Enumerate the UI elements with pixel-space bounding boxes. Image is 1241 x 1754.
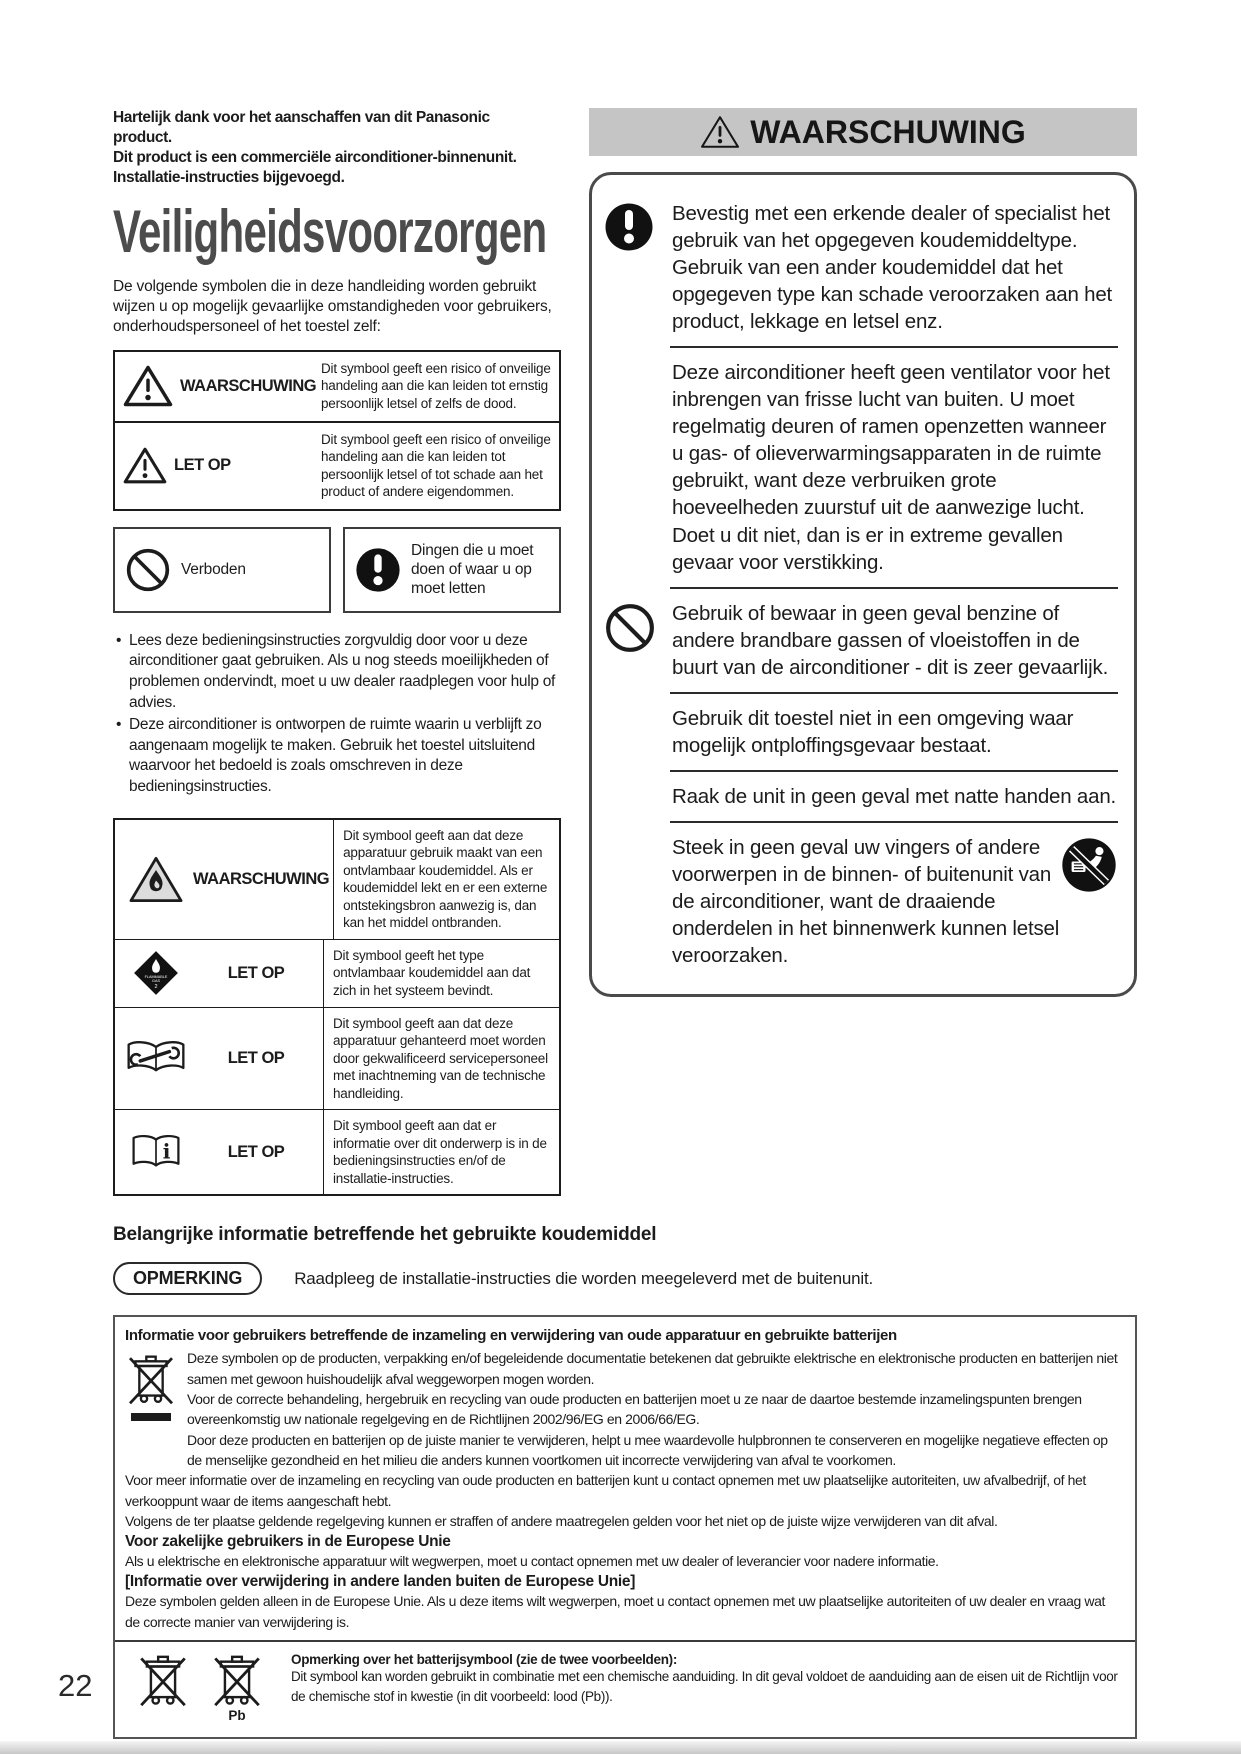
severity-label: LET OP [174,456,231,475]
pb-label: Pb [228,1708,246,1724]
page-content [113,108,1137,1739]
svg-text:GAS: GAS [152,979,160,984]
warning-item [604,772,1118,821]
warning-item [604,189,1118,346]
severity-cell [115,436,321,495]
flammable-warning-triangle-icon [119,855,193,904]
battery-note-heading: Opmerking over het batterijsymbool (zie de twee voorbeelden): [291,1652,678,1668]
refrigerant-info-heading: Belangrijke informatie betreffende het gebruikte koudemiddel [113,1224,657,1246]
icon-spacer [604,783,666,810]
service-manual-book-icon [119,1037,193,1079]
symbols-intro-paragraph: De volgende symbolen die in deze handleiding worden gebruikt wijzen u op mogelijk gevaarlijke omstandigheden voor gebruikers, onderhoudspersoneel of het toestel zelf: [113,277,552,336]
warning-panel [589,172,1137,997]
prohibition-circle-icon [604,600,666,681]
symbol-cell [115,940,324,1007]
warning-text: Bevestig met een erkende dealer of specialist het gebruik van het opgegeven koudemiddeltype. Gebruik van een ander koudemiddel dat het opgegeven type kan schade veroorzaken aan het product, lekkage en letsel enz. [672,202,1113,334]
warning-text-paragraph: Steek in geen geval uw vingers of andere voorwerpen in de binnen- of buitenunit van de airconditioner, want de draaiende onderdelen in het binnenwerk kunnen letsel veroorzaken. [672,835,1060,968]
severity-label: WAARSCHUWING [180,376,317,395]
page-number: 22 [58,1668,93,1703]
weee-paragraph: Als u elektrische en elektronische apparatuur wilt wegwerpen, moet u contact opnemen met uw dealer of leverancier voor nadere informatie. [125,1553,939,1570]
warning-triangle-icon [123,364,173,408]
warning-text [672,359,1118,575]
bullet-item: • Deze airconditioner is ontworpen de ruimte waarin u verblijft zo aangenaam mogelijk te maken. Gebruik het toestel uitsluitend waarvoor het bedoeld is zoals omschreven in deze bedieningsinstructies. [129,715,561,797]
severity-description: Dit symbool geeft een risico of onveilige handeling aan die kan leiden tot persoonlijk letsel of tot schade aan het product of andere eigendommen. [321,431,551,500]
table-row [115,421,559,509]
intro-line: Dit product is een commerciële airconditioner-binnenunit. [113,149,517,167]
symbol-description: Dit symbool geeft het type ontvlambaar koudemiddel aan dat zich in het systeem bevindt. [333,947,531,998]
warning-banner-title: WAARSCHUWING [750,113,1026,150]
battery-note-paragraph: Dit symbool kan worden gebruikt in combinatie met een chemische aanduiding. In dit geval voldoet de aanduiding aan de eisen uit de Richtlijn voor de chemische stof in kwestie (in dit voorbeeld: lood (Pb)). [291,1669,1118,1704]
weee-paragraph: Deze symbolen op de producten, verpakking en/of begeleidende documentatie betekenen dat gebruikte elektrische en elektronische producten en batterijen niet samen met gewoon huishoudelijk afval weggeworpen mogen worden. [187,1350,1118,1387]
severity-label: WAARSCHUWING [193,869,330,888]
table-row [115,939,559,1007]
severity-description: Dit symbool geeft een risico of onveilige handeling aan die kan leiden tot ernstig persoonlijk letsel of zelfs de dood. [321,360,551,412]
symbol-description: Dit symbool geeft aan dat deze apparatuur gehanteerd moet worden door gekwalificeerd servicepersoneel met inachtneming van de technische handleiding. [333,1015,548,1101]
weee-paragraphs [187,1348,1121,1470]
table-row [115,1109,559,1194]
warning-text: Raak de unit in geen geval met natte handen aan. [672,784,1117,808]
weee-information-box [113,1315,1137,1739]
battery-symbol-examples [125,1652,275,1723]
warning-item [604,589,1118,692]
prohibition-circle-icon [125,547,171,593]
warning-item [604,694,1118,770]
crossed-out-wheelie-bin-pb-icon [211,1652,263,1723]
symbol-cell [115,1110,324,1194]
table-row [115,820,559,939]
note-row [113,1262,1137,1295]
weee-bar [131,1413,171,1421]
forbidden-label: Verboden [181,561,246,579]
severity-label: LET OP [227,963,285,982]
intro-line: Installatie-instructies bijgevoegd. [113,169,345,187]
battery-note-text [291,1652,1121,1706]
left-column [113,108,561,1196]
no-touching-rotating-parts-icon [1060,836,1118,894]
svg-text:FLAMMABLE: FLAMMABLE [144,975,168,980]
warning-text-paragraph: Deze airconditioner heeft geen ventilator voor het inbrengen van frisse lucht van buiten. U moet regelmatig deuren of ramen openzetten wanneer u gas- of olieverwarmingsapparaten in de ruimte gebruikt, want deze verbruiken grote hoeveelheden zuurstuf uit de aanwezige lucht. [672,361,1110,520]
warning-banner [589,108,1137,156]
warning-text: Gebruik of bewaar in geen geval benzine of andere brandbare gassen of vloeistoffen in de buurt van de airconditioner - dit is zeer gevaarlijk. [672,601,1109,679]
weee-outside-eu-heading: [Informatie over verwijdering in andere landen buiten de Europese Unie] [125,1573,636,1591]
weee-title: Informatie voor gebruikers betreffende de inzameling en verwijdering van oude apparatuur en gebruikte batterijen [125,1327,897,1345]
forbidden-legend-box [113,527,331,613]
legend-boxes [113,527,561,613]
battery-note-row [125,1650,1121,1727]
crossed-out-wheelie-bin-icon [137,1652,189,1723]
table-row [115,352,559,421]
two-column-area [113,108,1137,1196]
table-row [115,1007,559,1110]
weee-paragraph: Voor de correcte behandeling, hergebruik en recycling van oude producten en batterijen moet u ze naar de daartoe bestemde inzamelingspunten brengen overeenkomstig uw nationale regelgeving en de Richtlijnen 2002/96/EG en 2006/66/EG. [187,1391,1082,1428]
weee-symbol-row [125,1348,1121,1470]
divider [115,1640,1135,1642]
warning-item [604,823,1118,980]
warning-triangle-icon [700,114,740,150]
svg-text:i: i [162,1140,171,1165]
warning-text: Gebruik dit toestel niet in een omgeving waar mogelijk ontploffingsgevaar bestaat. [672,706,1074,757]
right-column [589,108,1137,1196]
icon-spacer [604,359,666,575]
refrigerant-symbol-table [113,818,561,1197]
flammable-gas-diamond-icon [119,948,193,998]
weee-paragraph: Voor meer informatie over de inzameling en recycling van oude producten en batterijen kunt u contact opnemen met uw plaatselijke autoriteiten, uw afvalbedrijf, of het verkooppunt waar de items aangeschaft hebt. [125,1472,1086,1509]
instructions-book-icon [119,1132,193,1172]
bullet-item: • Lees deze bedieningsinstructies zorgvuldig door voor u deze airconditioner gaat gebruiken. Als u nog steeds moeilijkheden of problemen ondervindt, moet u uw dealer raadplegen voor hulp of advies. [129,631,561,713]
warning-triangle-icon [123,446,167,485]
exclamation-circle-icon [604,200,666,335]
symbol-description: Dit symbool geeft aan dat deze apparatuur gebruik maakt van een ontvlambaar koudemiddel. Als er koudemiddel lekt en er een externe ontstekingsbron aanwezig is, dan kan het middel ontbranden. [343,827,548,931]
weee-paragraph: Deze symbolen gelden alleen in de Europese Unie. Als u deze items wilt wegwerpen, moet u contact opnemen met uw plaatselijke autoriteiten of uw dealer en vraag wat de correcte manier van verwijdering is. [125,1593,1105,1630]
mandatory-label: Dingen die u moet doen of waar u op moet letten [411,541,534,598]
note-text: Raadpleeg de installatie-instructies die worden meegeleverd met de buitenunit. [294,1268,874,1288]
warning-text [672,834,1118,969]
weee-paragraph: Door deze producten en batterijen op de juiste manier te verwijderen, helpt u mee waardevolle hulpbronnen te conserveren en mogelijke negatieve effecten op de menselijke gezondheid en het milieu die anders kunnen voortkomen uit incorrecte verwijdering van afval te voorkomen. [187,1431,1108,1468]
symbol-severity-table [113,350,561,511]
icon-spacer [604,834,666,969]
mandatory-legend-box [343,527,561,613]
instruction-bullets [113,631,561,798]
warning-item [604,348,1118,586]
weee-paragraph: Volgens de ter plaatse geldende regelgeving kunnen er straffen of andere maatregelen gelden voor het niet op de juiste wijze verwijderen van dit afval. [125,1512,998,1529]
intro-text [113,108,561,189]
symbol-description: Dit symbool geeft aan dat er informatie over dit onderwerp is in de bedieningsinstructies en/of de installatie-instructies. [333,1118,547,1186]
symbol-cell [115,820,334,939]
icon-spacer [604,705,666,759]
note-badge: OPMERKING [113,1262,262,1295]
weee-business-heading: Voor zakelijke gebruikers in de Europese Unie [125,1533,451,1551]
page-title: Veiligheidsvoorzorgen [113,197,547,265]
exclamation-circle-icon [355,547,401,593]
intro-line: Hartelijk dank voor het aanschaffen van dit Panasonic [113,109,490,126]
warning-text-paragraph: Doet u dit niet, dan is er in extreme gevallen gevaar voor verstikking. [672,523,1063,574]
svg-text:2: 2 [154,984,158,991]
symbol-cell [115,1008,324,1110]
intro-line: product. [113,129,172,147]
severity-cell [115,354,321,418]
severity-label: LET OP [227,1142,285,1161]
scan-edge-artifact [0,1741,1241,1754]
crossed-out-wheelie-bin-icon [125,1348,177,1470]
severity-label: LET OP [227,1048,285,1067]
